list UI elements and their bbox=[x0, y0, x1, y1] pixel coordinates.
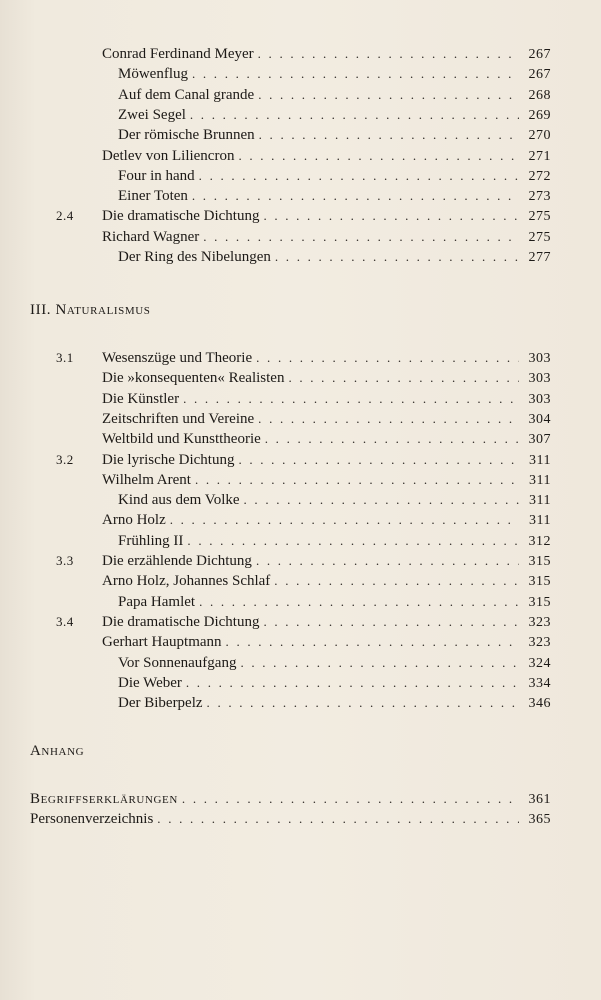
entry-title: Arno Holz bbox=[102, 512, 166, 529]
entry-title: Personenverzeichnis bbox=[30, 811, 154, 828]
entry-line bbox=[30, 809, 551, 830]
page-number: 315 bbox=[528, 554, 551, 569]
dot-leader bbox=[192, 186, 519, 206]
toc-entry[interactable] bbox=[0, 44, 601, 64]
entry-title: Conrad Ferdinand Meyer bbox=[102, 46, 254, 62]
entry-title: Arno Holz, Johannes Schlaf bbox=[102, 573, 271, 590]
entry-line bbox=[118, 693, 551, 714]
toc-entry[interactable] bbox=[0, 510, 601, 530]
toc-entry[interactable] bbox=[0, 450, 601, 470]
entry-line bbox=[118, 653, 551, 674]
toc-entry[interactable] bbox=[0, 146, 601, 166]
dot-leader bbox=[288, 368, 519, 388]
entry-line bbox=[102, 227, 551, 248]
page-number: 267 bbox=[528, 47, 551, 62]
dot-leader bbox=[199, 166, 519, 186]
page-number: 303 bbox=[528, 351, 551, 366]
entry-title: Detlev von Liliencron bbox=[102, 147, 235, 164]
dot-leader bbox=[238, 146, 519, 166]
page-number: 268 bbox=[528, 87, 551, 103]
page-number: 361 bbox=[528, 792, 551, 807]
entry-title: Wesenszüge und Theorie bbox=[102, 350, 253, 366]
entry-title: Richard Wagner bbox=[102, 228, 200, 245]
toc-entry[interactable] bbox=[0, 612, 601, 632]
entry-line bbox=[102, 368, 551, 389]
dot-leader bbox=[263, 206, 519, 226]
entry-line bbox=[102, 44, 551, 65]
dot-leader bbox=[203, 227, 519, 247]
dot-leader bbox=[274, 571, 519, 591]
entry-title: Die Künstler bbox=[102, 390, 180, 407]
page-number: 312 bbox=[528, 533, 551, 549]
page-number: 271 bbox=[528, 148, 551, 164]
section-number: 3.4 bbox=[56, 613, 74, 629]
entry-title: Auf dem Canal grande bbox=[118, 86, 255, 103]
toc-entry[interactable] bbox=[0, 389, 601, 409]
entry-line bbox=[102, 612, 551, 633]
page-number: 324 bbox=[528, 655, 551, 671]
entry-line bbox=[118, 64, 551, 85]
toc-entry[interactable] bbox=[0, 186, 601, 206]
dot-leader bbox=[240, 653, 519, 673]
toc-entry[interactable] bbox=[0, 368, 601, 388]
dot-leader bbox=[265, 429, 519, 449]
dot-leader bbox=[226, 632, 519, 652]
entry-title: Die lyrische Dichtung bbox=[102, 451, 235, 468]
toc-entry[interactable] bbox=[0, 592, 601, 612]
toc-entry[interactable] bbox=[0, 206, 601, 226]
page-number: 315 bbox=[528, 594, 551, 610]
entry-title: Four in hand bbox=[118, 167, 195, 184]
dot-leader bbox=[199, 592, 519, 612]
page-number: 275 bbox=[528, 229, 551, 245]
toc-entry[interactable] bbox=[0, 531, 601, 551]
dot-leader bbox=[275, 247, 519, 267]
entry-title: Papa Hamlet bbox=[118, 593, 196, 610]
toc-entry[interactable] bbox=[0, 470, 601, 490]
entry-title: Begriffserklärungen bbox=[30, 791, 178, 807]
entry-title: Möwenflug bbox=[118, 66, 188, 83]
entry-line bbox=[102, 348, 551, 369]
page-number: 277 bbox=[528, 250, 551, 265]
entry-line bbox=[102, 146, 551, 167]
entry-line bbox=[118, 125, 551, 146]
toc-entry[interactable] bbox=[0, 653, 601, 673]
toc-entry[interactable] bbox=[0, 227, 601, 247]
dot-leader bbox=[258, 409, 519, 429]
dot-leader bbox=[258, 44, 519, 64]
entry-line bbox=[102, 389, 551, 410]
entry-title: Der Biberpelz bbox=[118, 695, 203, 712]
entry-line bbox=[118, 166, 551, 187]
page-number: 275 bbox=[528, 209, 551, 225]
entry-title: Der Ring des Nibelungen bbox=[118, 249, 271, 265]
toc-entry[interactable] bbox=[0, 632, 601, 652]
entry-title: Frühling II bbox=[118, 532, 184, 549]
dot-leader bbox=[190, 105, 519, 125]
toc-entry[interactable] bbox=[0, 571, 601, 591]
entry-title: Die Weber bbox=[118, 674, 182, 691]
entry-line bbox=[102, 450, 551, 471]
page-number: 303 bbox=[528, 391, 551, 407]
dot-leader bbox=[183, 389, 519, 409]
entry-title: Kind aus dem Volke bbox=[118, 492, 240, 509]
toc-entry[interactable] bbox=[0, 809, 601, 829]
entry-line bbox=[118, 592, 551, 613]
toc-entry[interactable] bbox=[0, 789, 601, 809]
section-number: 3.1 bbox=[56, 350, 74, 365]
toc-entry[interactable] bbox=[0, 105, 601, 125]
entry-title: Zeitschriften und Vereine bbox=[102, 410, 255, 427]
entry-title: Wilhelm Arent bbox=[102, 471, 191, 488]
entry-line bbox=[102, 206, 551, 227]
entry-line bbox=[118, 85, 551, 106]
page-number: 269 bbox=[528, 107, 551, 123]
toc-entry[interactable] bbox=[0, 673, 601, 693]
section-number: 3.2 bbox=[56, 451, 74, 467]
entry-title: Einer Toten bbox=[118, 188, 188, 205]
entry-line bbox=[102, 429, 551, 450]
dot-leader bbox=[244, 490, 519, 510]
entry-line bbox=[102, 571, 551, 592]
page-number: 346 bbox=[528, 696, 551, 712]
entry-line bbox=[102, 510, 551, 531]
page-number: 304 bbox=[528, 411, 551, 427]
page-number: 311 bbox=[529, 452, 551, 468]
page-number: 307 bbox=[528, 432, 551, 448]
toc-entry[interactable] bbox=[0, 348, 601, 368]
toc-entry[interactable] bbox=[0, 125, 601, 145]
toc-entry[interactable] bbox=[0, 490, 601, 510]
dot-leader bbox=[259, 125, 519, 145]
page-number: 311 bbox=[529, 493, 551, 509]
page-number: 273 bbox=[528, 189, 551, 205]
entry-title: Vor Sonnenaufgang bbox=[118, 654, 237, 671]
section-number: 3.3 bbox=[56, 553, 74, 568]
entry-title: Gerhart Hauptmann bbox=[102, 634, 222, 651]
dot-leader bbox=[238, 450, 519, 470]
entry-title: Der römische Brunnen bbox=[118, 127, 255, 144]
entry-line bbox=[118, 247, 551, 268]
toc-entry[interactable] bbox=[0, 166, 601, 186]
entry-line bbox=[118, 531, 551, 552]
page-number: 270 bbox=[528, 128, 551, 144]
entry-line bbox=[118, 186, 551, 207]
toc-entry[interactable] bbox=[0, 551, 601, 571]
page-number: 311 bbox=[529, 513, 551, 529]
entry-title: Die »konsequenten« Realisten bbox=[102, 370, 285, 387]
dot-leader bbox=[256, 348, 519, 368]
dot-leader bbox=[207, 693, 519, 713]
page-number: 272 bbox=[528, 168, 551, 184]
page-number: 311 bbox=[529, 472, 551, 488]
entry-title: Die erzählende Dichtung bbox=[102, 553, 252, 569]
toc-entry[interactable] bbox=[0, 693, 601, 713]
entry-line bbox=[102, 470, 551, 491]
entry-line bbox=[30, 789, 551, 810]
section-title: Anhang bbox=[30, 743, 85, 759]
entry-line bbox=[118, 673, 551, 694]
page-number: 315 bbox=[528, 574, 551, 590]
dot-leader bbox=[192, 64, 519, 84]
page-number: 334 bbox=[528, 675, 551, 691]
dot-leader bbox=[195, 470, 519, 490]
page-number: 267 bbox=[528, 67, 551, 83]
page-number: 365 bbox=[528, 812, 551, 828]
dot-leader bbox=[157, 809, 519, 829]
entry-line bbox=[118, 490, 551, 511]
entry-line bbox=[102, 551, 551, 572]
dot-leader bbox=[182, 789, 519, 809]
entry-line bbox=[102, 632, 551, 653]
toc-entry[interactable] bbox=[0, 247, 601, 267]
dot-leader bbox=[170, 510, 519, 530]
page-number: 323 bbox=[528, 614, 551, 630]
entry-title: Weltbild und Kunsttheorie bbox=[102, 431, 261, 448]
page-number: 323 bbox=[528, 635, 551, 651]
entry-title: Die dramatische Dichtung bbox=[102, 613, 260, 630]
dot-leader bbox=[263, 612, 519, 632]
toc-entry[interactable] bbox=[0, 429, 601, 449]
entry-title: Die dramatische Dichtung bbox=[102, 208, 260, 225]
dot-leader bbox=[258, 85, 519, 105]
entry-title: Zwei Segel bbox=[118, 106, 186, 123]
toc-entry[interactable] bbox=[0, 64, 601, 84]
dot-leader bbox=[186, 673, 519, 693]
entry-line bbox=[118, 105, 551, 126]
entry-line bbox=[102, 409, 551, 430]
toc-entry[interactable] bbox=[0, 85, 601, 105]
page-number: 303 bbox=[528, 371, 551, 387]
toc-entry[interactable] bbox=[0, 409, 601, 429]
dot-leader bbox=[187, 531, 519, 551]
dot-leader bbox=[256, 551, 519, 571]
section-title: III. Naturalismus bbox=[30, 302, 151, 318]
section-number: 2.4 bbox=[56, 208, 74, 224]
